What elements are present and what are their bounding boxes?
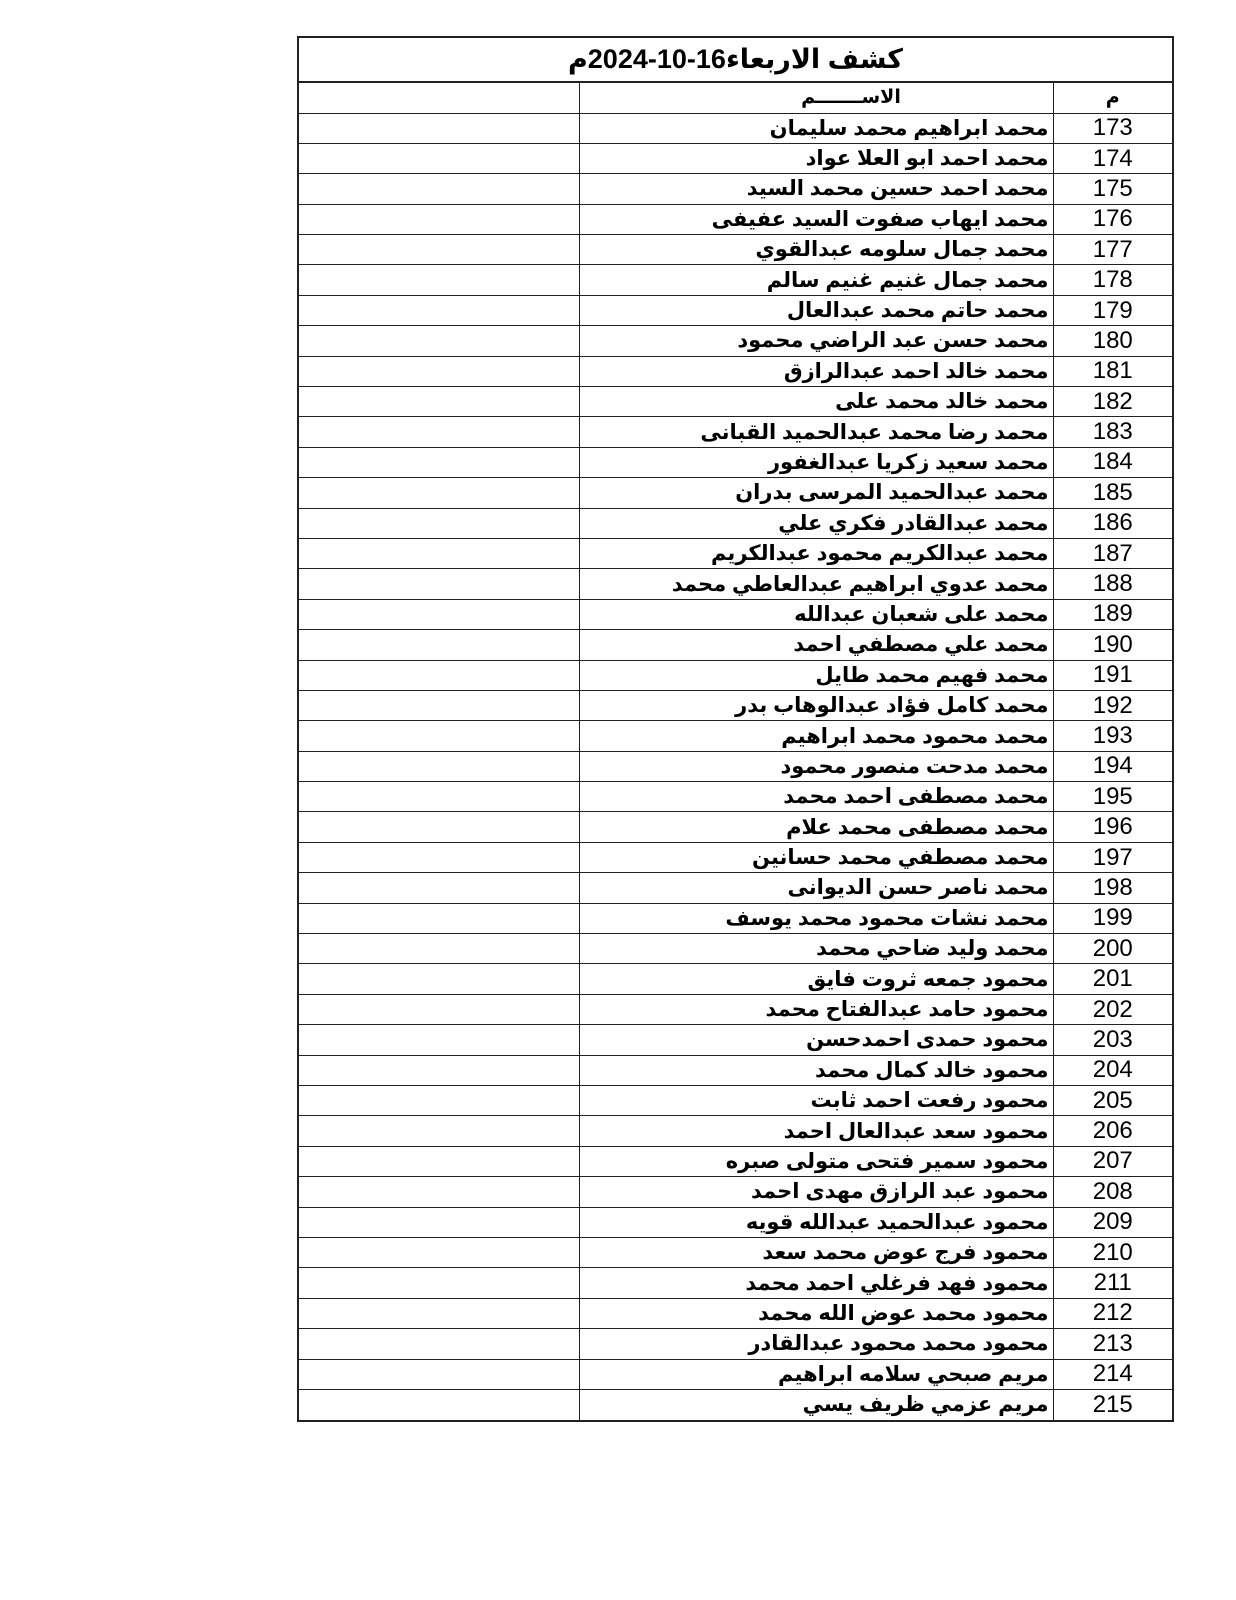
table-row (299, 204, 1172, 234)
row-name: محمود محمد عوض الله محمد (579, 1298, 1053, 1328)
table-row (299, 812, 1172, 842)
sheet-title: كشف الاربعاء16-10-2024م (567, 44, 904, 74)
table-row (299, 538, 1172, 568)
row-name: مريم عزمي ظريف يسي (579, 1389, 1053, 1419)
row-number: 201 (1053, 964, 1172, 994)
row-name: محمود جمعه ثروت فايق (579, 964, 1053, 994)
row-name: محمد ايهاب صفوت السيد عفيفى (579, 204, 1053, 234)
table-row (299, 1116, 1172, 1146)
row-name: محمد حاتم محمد عبدالعال (579, 295, 1053, 325)
row-blank-cell (299, 782, 579, 812)
row-number: 202 (1053, 994, 1172, 1024)
table-row (299, 630, 1172, 660)
row-number: 196 (1053, 812, 1172, 842)
table-row (299, 903, 1172, 933)
row-number: 177 (1053, 235, 1172, 265)
table-row (299, 1389, 1172, 1419)
row-number: 187 (1053, 538, 1172, 568)
row-blank-cell (299, 356, 579, 386)
row-number: 194 (1053, 751, 1172, 781)
row-name: مريم صبحي سلامه ابراهيم (579, 1359, 1053, 1389)
row-name: محمد جمال غنيم غنيم سالم (579, 265, 1053, 295)
row-name: محمد عبدالقادر فكري علي (579, 508, 1053, 538)
row-blank-cell (299, 599, 579, 629)
row-name: محمد عبدالكريم محمود عبدالكريم (579, 538, 1053, 568)
row-number: 209 (1053, 1207, 1172, 1237)
row-name: محمود محمد محمود عبدالقادر (579, 1329, 1053, 1359)
row-number: 211 (1053, 1268, 1172, 1298)
table-row (299, 113, 1172, 143)
row-blank-cell (299, 751, 579, 781)
row-name: محمد مصطفى احمد محمد (579, 782, 1053, 812)
row-number: 214 (1053, 1359, 1172, 1389)
row-name: محمد خالد احمد عبدالرازق (579, 356, 1053, 386)
table-row (299, 508, 1172, 538)
row-blank-cell (299, 235, 579, 265)
row-blank-cell (299, 630, 579, 660)
table-row (299, 569, 1172, 599)
table-row (299, 751, 1172, 781)
row-blank-cell (299, 1116, 579, 1146)
row-blank-cell (299, 1055, 579, 1085)
row-name: محمد احمد ابو العلا عواد (579, 143, 1053, 173)
row-number: 188 (1053, 569, 1172, 599)
row-number: 206 (1053, 1116, 1172, 1146)
blank-column-header (299, 83, 579, 113)
row-name: محمد خالد محمد على (579, 387, 1053, 417)
row-number: 192 (1053, 690, 1172, 720)
row-number: 190 (1053, 630, 1172, 660)
row-number: 176 (1053, 204, 1172, 234)
table-row (299, 964, 1172, 994)
number-column-header: م (1053, 83, 1172, 113)
table-row (299, 1146, 1172, 1176)
row-name: محمد على شعبان عبدالله (579, 599, 1053, 629)
table-row (299, 1268, 1172, 1298)
row-blank-cell (299, 721, 579, 751)
row-name: محمود عبد الرازق مهدى احمد (579, 1177, 1053, 1207)
row-blank-cell (299, 1146, 579, 1176)
row-number: 179 (1053, 295, 1172, 325)
row-blank-cell (299, 387, 579, 417)
header-row (299, 83, 1172, 113)
row-blank-cell (299, 174, 579, 204)
table-row (299, 1177, 1172, 1207)
name-column-header: الاســـــــم (579, 83, 1053, 113)
table-row (299, 265, 1172, 295)
row-name: محمود خالد كمال محمد (579, 1055, 1053, 1085)
row-number: 207 (1053, 1146, 1172, 1176)
table-row (299, 447, 1172, 477)
row-blank-cell (299, 1268, 579, 1298)
row-number: 195 (1053, 782, 1172, 812)
row-number: 204 (1053, 1055, 1172, 1085)
row-number: 184 (1053, 447, 1172, 477)
row-blank-cell (299, 1207, 579, 1237)
row-blank-cell (299, 295, 579, 325)
row-name: محمود عبدالحميد عبدالله قويه (579, 1207, 1053, 1237)
row-blank-cell (299, 842, 579, 872)
title-row (299, 38, 1172, 83)
row-blank-cell (299, 1389, 579, 1419)
table-row (299, 873, 1172, 903)
attendance-sheet (297, 36, 1174, 1422)
table-body (299, 83, 1172, 1420)
row-name: محمد مدحت منصور محمود (579, 751, 1053, 781)
row-number: 200 (1053, 934, 1172, 964)
row-blank-cell (299, 1086, 579, 1116)
row-number: 178 (1053, 265, 1172, 295)
row-blank-cell (299, 538, 579, 568)
row-name: محمد مصطفي محمد حسانين (579, 842, 1053, 872)
row-blank-cell (299, 873, 579, 903)
row-number: 191 (1053, 660, 1172, 690)
row-blank-cell (299, 569, 579, 599)
table-row (299, 174, 1172, 204)
table-row (299, 721, 1172, 751)
row-number: 197 (1053, 842, 1172, 872)
row-number: 199 (1053, 903, 1172, 933)
row-number: 210 (1053, 1237, 1172, 1267)
table-row (299, 842, 1172, 872)
table-row (299, 1298, 1172, 1328)
row-number: 212 (1053, 1298, 1172, 1328)
row-name: محمد حسن عبد الراضي محمود (579, 326, 1053, 356)
row-blank-cell (299, 1025, 579, 1055)
row-name: محمود سمير فتحى متولى صبره (579, 1146, 1053, 1176)
table-row (299, 660, 1172, 690)
row-blank-cell (299, 934, 579, 964)
row-blank-cell (299, 1298, 579, 1328)
row-number: 181 (1053, 356, 1172, 386)
row-blank-cell (299, 447, 579, 477)
row-blank-cell (299, 143, 579, 173)
table-row (299, 1329, 1172, 1359)
table-row (299, 1055, 1172, 1085)
table-row (299, 478, 1172, 508)
row-blank-cell (299, 1237, 579, 1267)
table-row (299, 934, 1172, 964)
table-row (299, 235, 1172, 265)
row-name: محمد عدوي ابراهيم عبدالعاطي محمد (579, 569, 1053, 599)
row-blank-cell (299, 964, 579, 994)
row-name: محمود حمدى احمدحسن (579, 1025, 1053, 1055)
table-row (299, 143, 1172, 173)
table-row (299, 994, 1172, 1024)
table-row (299, 326, 1172, 356)
row-number: 213 (1053, 1329, 1172, 1359)
row-number: 186 (1053, 508, 1172, 538)
row-number: 189 (1053, 599, 1172, 629)
row-blank-cell (299, 265, 579, 295)
row-blank-cell (299, 903, 579, 933)
row-blank-cell (299, 1359, 579, 1389)
row-name: محمد احمد حسين محمد السيد (579, 174, 1053, 204)
row-blank-cell (299, 690, 579, 720)
row-name: محمد محمود محمد ابراهيم (579, 721, 1053, 751)
row-name: محمد علي مصطفي احمد (579, 630, 1053, 660)
row-name: محمد وليد ضاحي محمد (579, 934, 1053, 964)
row-number: 173 (1053, 113, 1172, 143)
row-blank-cell (299, 1177, 579, 1207)
row-name: محمود حامد عبدالفتاح محمد (579, 994, 1053, 1024)
table-row (299, 1086, 1172, 1116)
table-row (299, 1359, 1172, 1389)
row-blank-cell (299, 113, 579, 143)
row-number: 180 (1053, 326, 1172, 356)
row-name: محمد نشات محمود محمد يوسف (579, 903, 1053, 933)
row-name: محمود فهد فرغلي احمد محمد (579, 1268, 1053, 1298)
table-row (299, 690, 1172, 720)
row-name: محمد عبدالحميد المرسى بدران (579, 478, 1053, 508)
row-number: 182 (1053, 387, 1172, 417)
row-blank-cell (299, 508, 579, 538)
table-row (299, 1207, 1172, 1237)
row-name: محمد ابراهيم محمد سليمان (579, 113, 1053, 143)
row-number: 174 (1053, 143, 1172, 173)
row-name: محمد كامل فؤاد عبدالوهاب بدر (579, 690, 1053, 720)
row-blank-cell (299, 660, 579, 690)
row-blank-cell (299, 478, 579, 508)
row-name: محمد ناصر حسن الديوانى (579, 873, 1053, 903)
row-blank-cell (299, 994, 579, 1024)
row-number: 208 (1053, 1177, 1172, 1207)
table-row (299, 782, 1172, 812)
row-number: 193 (1053, 721, 1172, 751)
table-row (299, 295, 1172, 325)
row-name: محمد جمال سلومه عبدالقوي (579, 235, 1053, 265)
row-number: 215 (1053, 1389, 1172, 1419)
row-number: 203 (1053, 1025, 1172, 1055)
table-row (299, 417, 1172, 447)
row-number: 175 (1053, 174, 1172, 204)
row-blank-cell (299, 1329, 579, 1359)
row-number: 205 (1053, 1086, 1172, 1116)
row-name: محمد رضا محمد عبدالحميد القبانى (579, 417, 1053, 447)
row-name: محمد سعيد زكريا عبدالغفور (579, 447, 1053, 477)
row-number: 185 (1053, 478, 1172, 508)
names-table (299, 83, 1172, 1420)
row-blank-cell (299, 812, 579, 842)
table-row (299, 1237, 1172, 1267)
row-number: 198 (1053, 873, 1172, 903)
row-number: 183 (1053, 417, 1172, 447)
row-blank-cell (299, 204, 579, 234)
row-name: محمد مصطفى محمد علام (579, 812, 1053, 842)
row-blank-cell (299, 417, 579, 447)
table-row (299, 1025, 1172, 1055)
table-row (299, 387, 1172, 417)
table-row (299, 599, 1172, 629)
row-blank-cell (299, 326, 579, 356)
row-name: محمود رفعت احمد ثابت (579, 1086, 1053, 1116)
table-row (299, 356, 1172, 386)
row-name: محمد فهيم محمد طايل (579, 660, 1053, 690)
row-name: محمود فرج عوض محمد سعد (579, 1237, 1053, 1267)
row-name: محمود سعد عبدالعال احمد (579, 1116, 1053, 1146)
